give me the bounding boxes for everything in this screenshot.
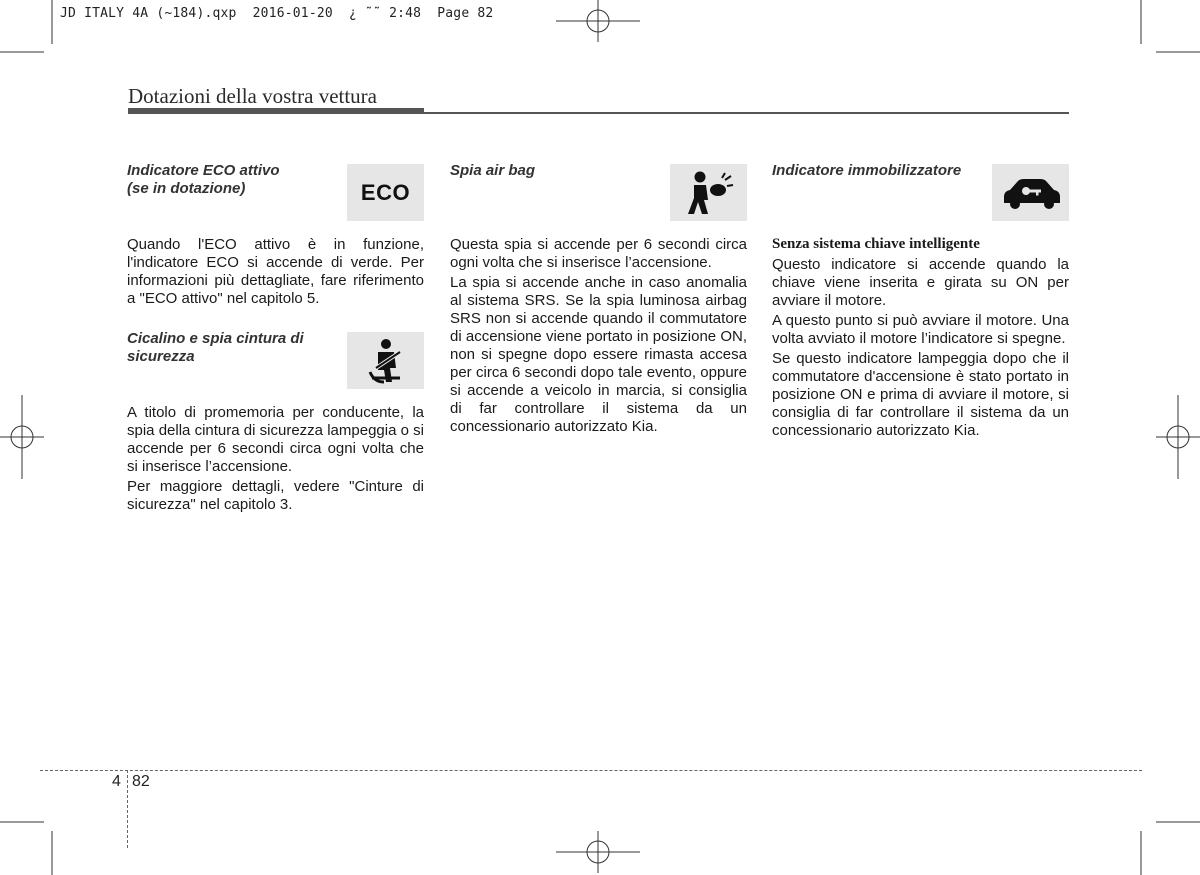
- registration-mark-icon: [0, 395, 44, 479]
- column-right: [772, 162, 1069, 440]
- column-middle: [450, 162, 747, 436]
- paragraph: Quando l'ECO attivo è in funzione, l'indicatore ECO si accende di verde. Per informazioni più dettagliate, fare riferimento a "ECO attivo" nel capitolo 5.: [127, 236, 424, 307]
- eco-section-header: [127, 162, 424, 220]
- airbag-section-header: [450, 162, 747, 220]
- seatbelt-icon: [364, 338, 408, 384]
- section-title: Indicatore immobilizzatore: [772, 162, 962, 179]
- airbag-icon: [670, 164, 747, 221]
- paragraph: A titolo di promemoria per conducente, la spia della cintura di sicurezza lampeggia o si accende per 6 secondi circa ogni volta che si inserisce l’accensione.: [127, 404, 424, 475]
- print-slug: JD ITALY 4A (~184).qxp 2016-01-20 ¿ ˜˜ 2:48 Page 82: [60, 6, 494, 21]
- paragraph: Questa spia si accende per 6 secondi circa ogni volta che si inserisce l’accensione.: [450, 236, 747, 271]
- registration-mark-icon: [556, 831, 640, 873]
- car-key-icon: [1000, 175, 1062, 211]
- section-title: Spia air bag: [450, 162, 536, 179]
- paragraph: Se questo indicatore lampeggia dopo che il commutatore d'accensione è stato portato in posizione ON e prima di avviare il motore, si consiglia di far controllare il sistema da un concessionario autorizzato Kia.: [772, 350, 1069, 439]
- section-title: Indicatore ECO attivo (se in dotazione): [127, 162, 280, 197]
- registration-mark-icon: [556, 0, 640, 42]
- header-rule: [128, 108, 424, 114]
- seatbelt-icon: [347, 332, 424, 389]
- header-rule: [424, 112, 1069, 114]
- footer-rule: [40, 770, 1142, 771]
- paragraph: Questo indicatore si accende quando la chiave viene inserita e girata su ON per avviare il motore.: [772, 256, 1069, 309]
- airbag-icon: [684, 170, 734, 216]
- subheading: Senza sistema chiave intelligente: [772, 236, 980, 252]
- footer-divider: [127, 770, 128, 848]
- column-left: [127, 162, 424, 514]
- eco-icon: [347, 164, 424, 221]
- page-number: 82: [132, 773, 150, 790]
- paragraph: Per maggiore dettagli, vedere "Cinture di sicurezza" nel capitolo 3.: [127, 478, 424, 513]
- seatbelt-section-header: [127, 330, 424, 388]
- paragraph: La spia si accende anche in caso anomalia al sistema SRS. Se la spia luminosa airbag SRS non si accende quando il commutatore di accensione viene portato in posizione ON, non si spegne dopo essere rimasta accesa per circa 6 secondi dopo tale evento, oppure si accende a veicolo in marcia, si consiglia di far controllare il sistema da un concessionario autorizzato Kia.: [450, 274, 747, 435]
- eco-icon-label: ECO: [360, 179, 411, 205]
- car-key-icon: [992, 164, 1069, 221]
- chapter-number: 4: [112, 773, 121, 790]
- paragraph: A questo punto si può avviare il motore. Una volta avviato il motore l’indicatore si spegne.: [772, 312, 1069, 347]
- page-title: Dotazioni della vostra vettura: [128, 84, 377, 108]
- section-title: Cicalino e spia cintura di sicurezza: [127, 330, 304, 365]
- registration-mark-icon: [1156, 395, 1200, 479]
- immobilizer-section-header: [772, 162, 1069, 220]
